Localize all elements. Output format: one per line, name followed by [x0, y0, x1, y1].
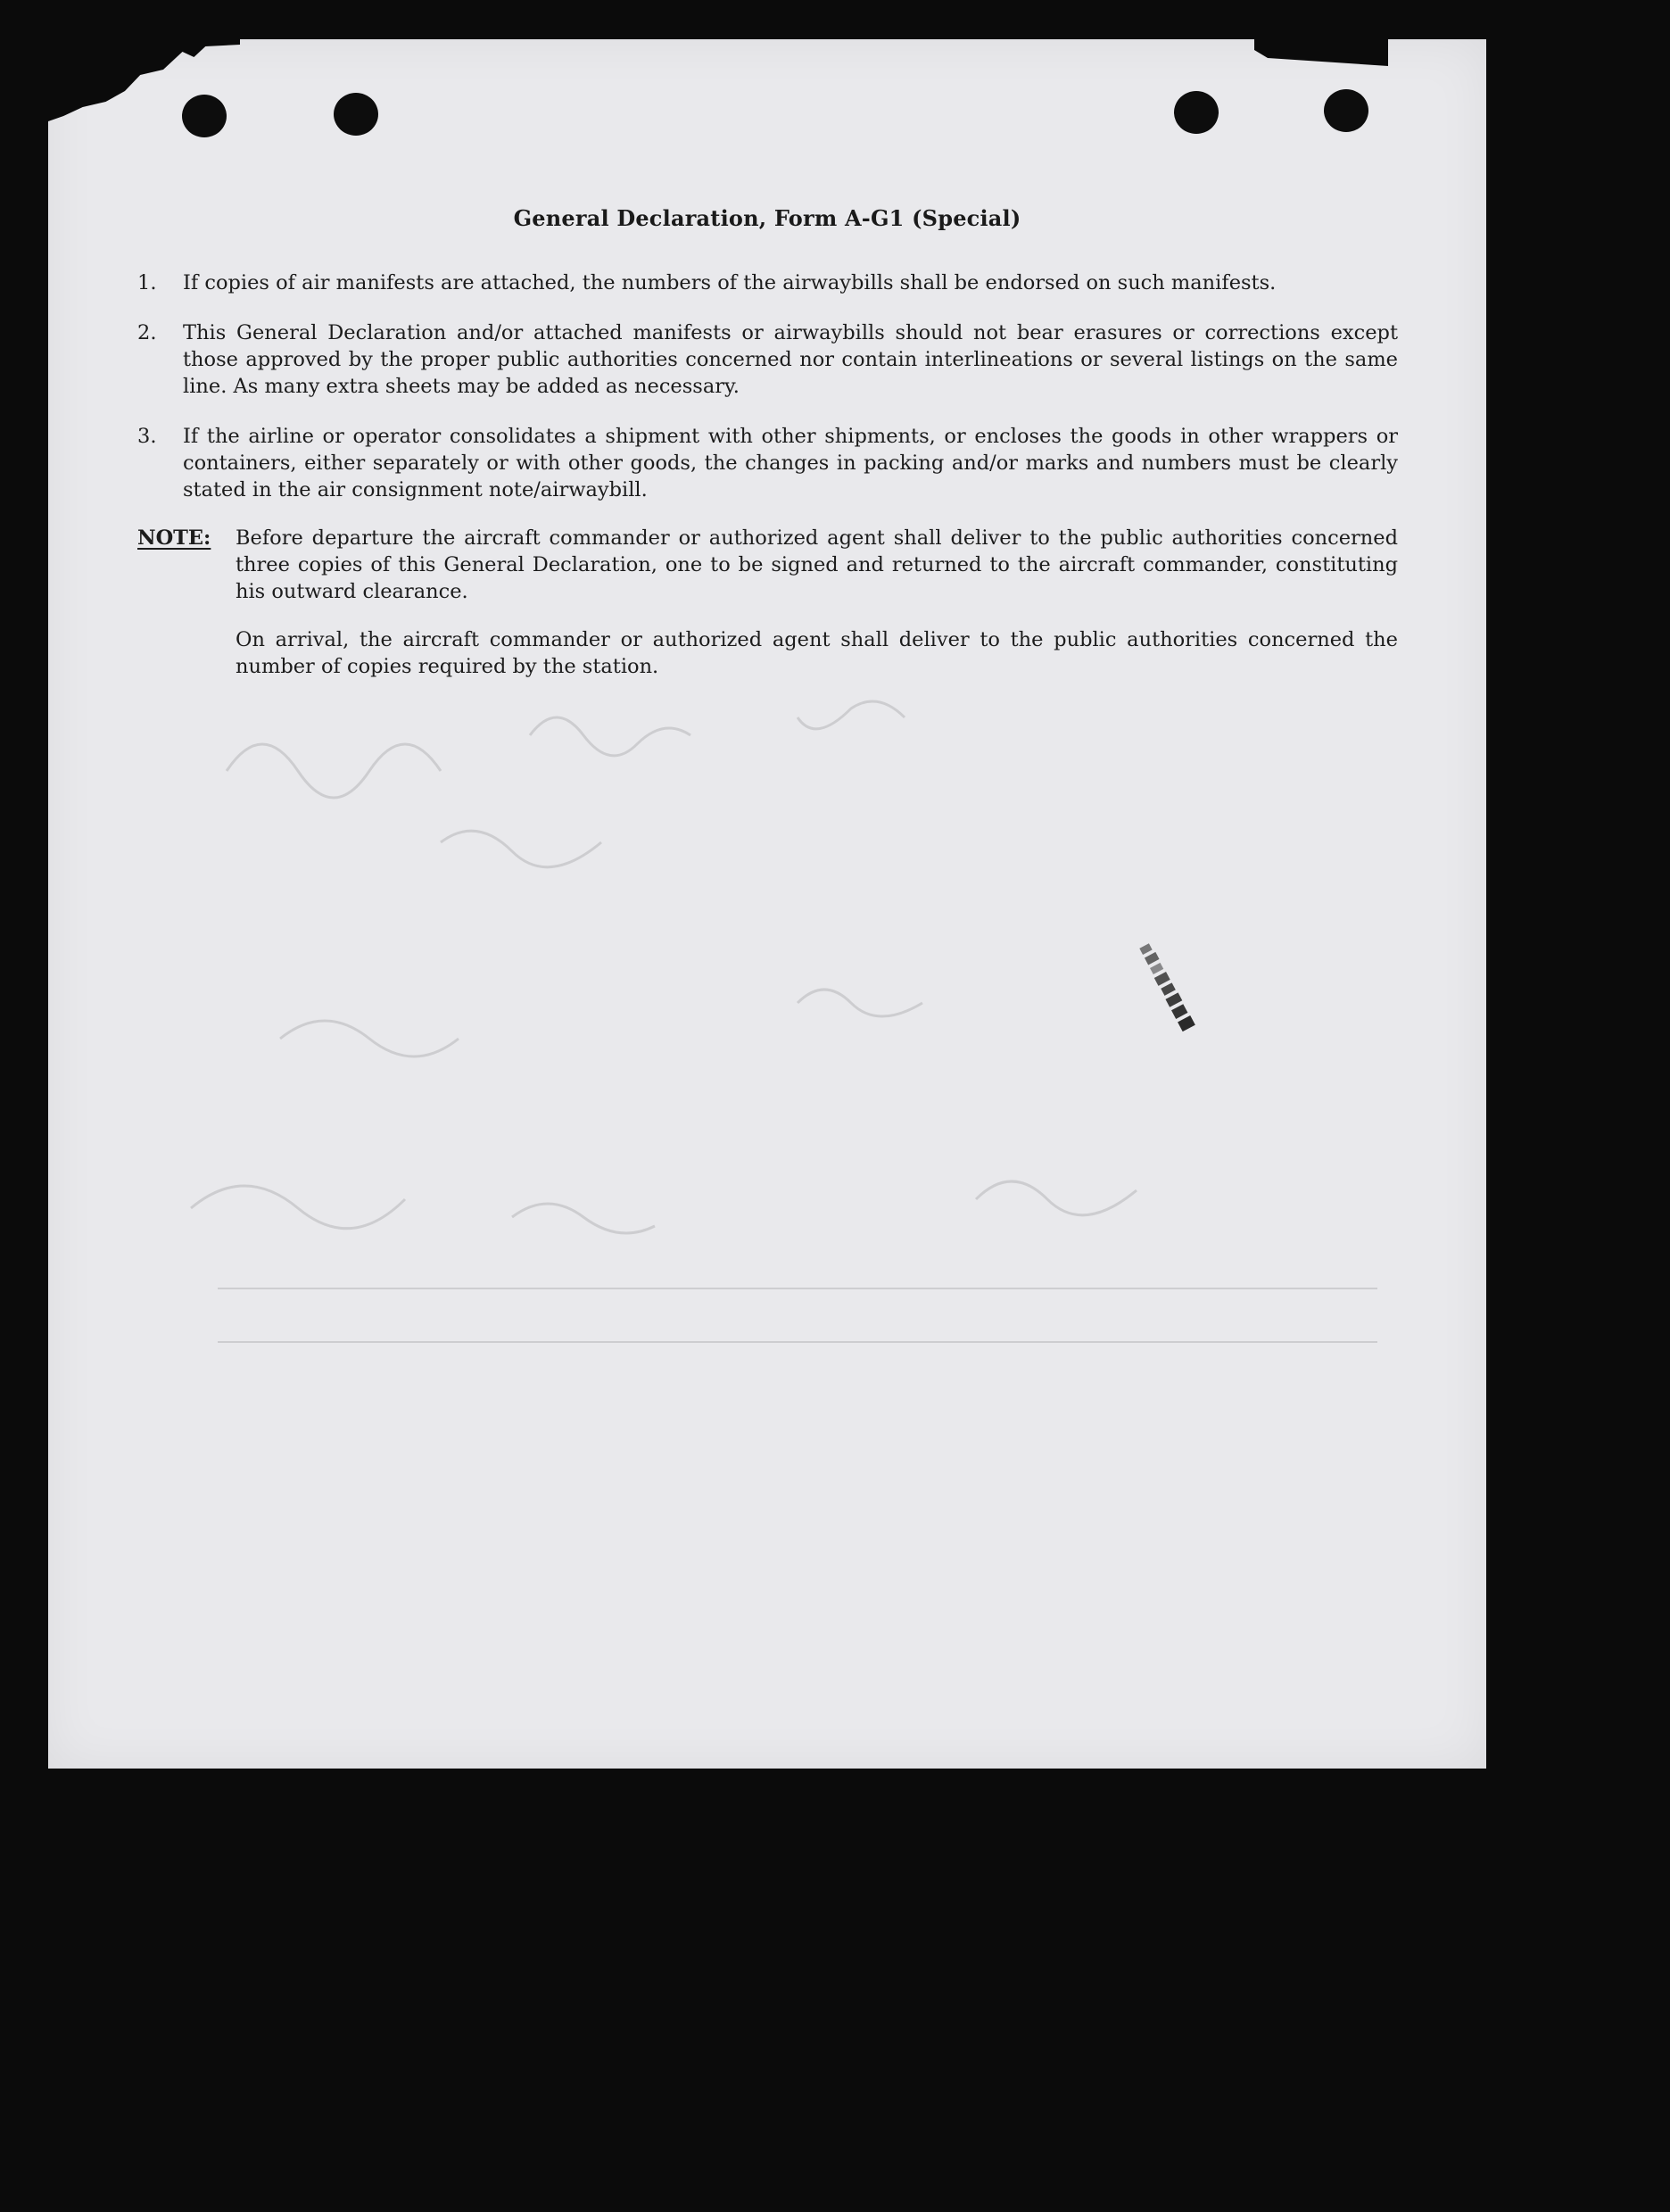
punch-hole: [1174, 91, 1219, 134]
binder-tab: [1254, 39, 1388, 66]
item-text: If copies of air manifests are attached, the numbers of the airwaybills shall be endorsed on such manifests.: [183, 271, 1277, 294]
punch-hole: [1324, 89, 1368, 132]
item-number: 3.: [137, 425, 157, 448]
item-text: If the airline or operator consolidates a shipment with other shipments, or encloses the goods in other wrappers or containers, either separately or with other goods, the changes in packing and/or marks and numbers must be clearly stated in the air consignment note/airwaybill.: [183, 425, 1398, 501]
note-paragraph: Before departure the aircraft commander or authorized agent shall deliver to the public authorities concerned three copies of this General Declaration, one to be signed and returned to the aircraft commander, constituting his outward clearance.: [236, 526, 1398, 603]
note-label: NOTE:: [137, 526, 211, 550]
note-paragraph: On arrival, the aircraft commander or authorized agent shall deliver to the public authorities concerned the number of copies required by the station.: [236, 628, 1398, 678]
item-number: 2.: [137, 321, 157, 344]
bleed-through-handwriting: [173, 664, 1422, 1467]
paper-sheet: [48, 39, 1486, 1769]
item-text: This General Declaration and/or attached manifests or airwaybills should not bear erasures or corrections except those approved by the proper public authorities concerned nor contain interlineations or several listings on the same line. As many extra sheets may be added as necessary.: [183, 321, 1398, 398]
punch-hole: [334, 93, 378, 136]
document-title: General Declaration, Form A-G1 (Special): [513, 205, 1021, 231]
item-number: 1.: [137, 271, 157, 294]
punch-hole: [182, 95, 227, 137]
